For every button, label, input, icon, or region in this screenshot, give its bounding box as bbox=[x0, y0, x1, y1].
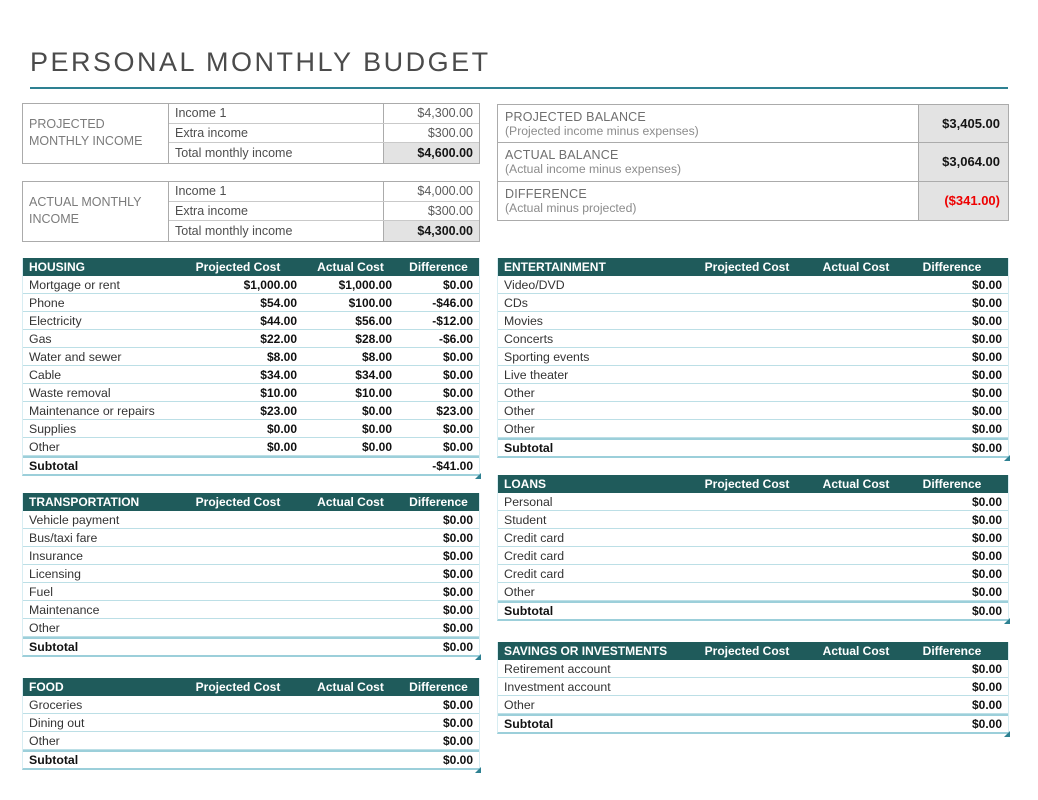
expense-item-cell[interactable]: Live theater bbox=[504, 367, 569, 382]
expense-row bbox=[498, 660, 1008, 678]
column-header-difference[interactable]: Difference bbox=[922, 644, 982, 658]
expense-row bbox=[23, 402, 479, 420]
difference-cell[interactable]: $0.00 bbox=[442, 733, 473, 748]
difference-cell[interactable]: $0.00 bbox=[442, 548, 473, 563]
column-header-actual-cost[interactable]: Actual Cost bbox=[822, 644, 890, 658]
expense-row bbox=[23, 619, 479, 637]
expense-row bbox=[498, 330, 1008, 348]
column-header-projected-cost[interactable]: Projected Cost bbox=[704, 260, 790, 274]
income-table-actual-income bbox=[22, 181, 480, 242]
projected-cost-cell[interactable]: $8.00 bbox=[266, 349, 297, 364]
page-title: PERSONAL MONTHLY BUDGET bbox=[30, 47, 491, 77]
table-resize-handle[interactable] bbox=[1004, 731, 1010, 737]
projected-cost-cell[interactable]: $54.00 bbox=[260, 295, 297, 310]
difference-cell[interactable]: $0.00 bbox=[442, 584, 473, 599]
expense-table-name[interactable]: FOOD bbox=[29, 680, 64, 694]
actual-cost-cell[interactable]: $1,000.00 bbox=[338, 277, 392, 292]
subtotal-label-cell[interactable]: Subtotal bbox=[29, 640, 79, 654]
expense-item-cell[interactable]: Personal bbox=[504, 494, 553, 509]
expense-header-row bbox=[23, 678, 479, 696]
expense-header-row bbox=[23, 258, 479, 276]
actual-cost-cell[interactable]: $0.00 bbox=[361, 421, 392, 436]
difference-cell[interactable]: $0.00 bbox=[442, 439, 473, 454]
summary-title: ACTUAL BALANCE bbox=[505, 147, 619, 162]
expense-item-cell[interactable]: Credit card bbox=[504, 548, 565, 563]
expense-row bbox=[23, 547, 479, 565]
expense-row bbox=[23, 330, 479, 348]
expense-row bbox=[23, 511, 479, 529]
subtotal-difference-cell[interactable]: $0.00 bbox=[971, 717, 1002, 731]
column-header-actual-cost[interactable]: Actual Cost bbox=[317, 260, 384, 274]
expense-item-cell[interactable]: Cable bbox=[29, 367, 62, 382]
expense-row bbox=[498, 511, 1008, 529]
expense-row bbox=[498, 583, 1008, 601]
summary-row bbox=[498, 143, 1008, 181]
difference-cell[interactable]: $0.00 bbox=[442, 349, 473, 364]
difference-cell[interactable]: $0.00 bbox=[442, 715, 473, 730]
column-header-actual-cost[interactable]: Actual Cost bbox=[822, 477, 890, 491]
column-header-difference[interactable]: Difference bbox=[922, 260, 982, 274]
income-item-cell[interactable]: Extra income bbox=[169, 124, 384, 143]
expense-item-cell[interactable]: Vehicle payment bbox=[29, 512, 120, 527]
expense-header-row bbox=[498, 642, 1008, 660]
actual-cost-cell[interactable]: $100.00 bbox=[348, 295, 392, 310]
expense-table-transportation bbox=[22, 493, 480, 657]
expense-row bbox=[498, 420, 1008, 438]
expense-item-cell[interactable]: Insurance bbox=[29, 548, 84, 563]
difference-cell[interactable]: $0.00 bbox=[442, 530, 473, 545]
subtotal-label-cell[interactable]: Subtotal bbox=[29, 753, 79, 767]
difference-cell[interactable]: $0.00 bbox=[971, 277, 1002, 292]
expense-table-name[interactable]: TRANSPORTATION bbox=[29, 495, 140, 509]
income-row bbox=[169, 182, 479, 202]
difference-cell[interactable]: $0.00 bbox=[971, 313, 1002, 328]
expense-item-cell[interactable]: Other bbox=[504, 697, 535, 712]
projected-cost-cell[interactable]: $22.00 bbox=[260, 331, 297, 346]
expense-table-housing bbox=[22, 258, 480, 476]
expense-row bbox=[23, 583, 479, 601]
actual-cost-cell[interactable]: $56.00 bbox=[355, 313, 392, 328]
table-resize-handle[interactable] bbox=[475, 473, 481, 479]
difference-cell[interactable]: $0.00 bbox=[442, 421, 473, 436]
income-total-label-cell[interactable]: Total monthly income bbox=[169, 143, 384, 163]
income-item-cell[interactable]: Extra income bbox=[169, 202, 384, 221]
difference-cell[interactable]: $0.00 bbox=[442, 620, 473, 635]
expense-item-cell[interactable]: Other bbox=[29, 439, 60, 454]
income-value-cell[interactable]: $300.00 bbox=[427, 125, 473, 140]
summary-label-cell[interactable] bbox=[498, 143, 919, 180]
income-item-cell[interactable]: Income 1 bbox=[169, 104, 384, 123]
summary-label-cell[interactable] bbox=[498, 105, 919, 142]
expense-row bbox=[23, 438, 479, 456]
expense-item-cell[interactable]: Electricity bbox=[29, 313, 82, 328]
expense-header-row bbox=[23, 493, 479, 511]
column-header-difference[interactable]: Difference bbox=[409, 680, 468, 694]
expense-table-savings bbox=[497, 642, 1009, 734]
expense-table-food bbox=[22, 678, 480, 770]
expense-item-cell[interactable]: Video/DVD bbox=[504, 277, 565, 292]
income-row bbox=[169, 124, 479, 144]
expense-item-cell[interactable]: Mortgage or rent bbox=[29, 277, 120, 292]
difference-cell[interactable]: $0.00 bbox=[971, 584, 1002, 599]
expense-row bbox=[23, 276, 479, 294]
subtotal-row bbox=[23, 456, 479, 474]
expense-row bbox=[23, 565, 479, 583]
title-underline bbox=[30, 87, 1008, 89]
column-header-projected-cost[interactable]: Projected Cost bbox=[195, 680, 281, 694]
expense-table-name[interactable]: ENTERTAINMENT bbox=[504, 260, 606, 274]
expense-row bbox=[23, 384, 479, 402]
column-header-actual-cost[interactable]: Actual Cost bbox=[317, 680, 384, 694]
subtotal-difference-cell[interactable]: $0.00 bbox=[971, 604, 1002, 618]
difference-cell[interactable]: $0.00 bbox=[971, 494, 1002, 509]
expense-item-cell[interactable]: Fuel bbox=[29, 584, 53, 599]
income-label-cell[interactable]: ACTUAL MONTHLY INCOME bbox=[23, 182, 169, 241]
subtotal-label-cell[interactable]: Subtotal bbox=[504, 441, 554, 455]
table-resize-handle[interactable] bbox=[1004, 618, 1010, 624]
expense-row bbox=[23, 732, 479, 750]
difference-cell[interactable]: $0.00 bbox=[971, 548, 1002, 563]
expense-item-cell[interactable]: Other bbox=[29, 620, 60, 635]
expense-table-name[interactable]: HOUSING bbox=[29, 260, 86, 274]
expense-row bbox=[23, 348, 479, 366]
expense-row bbox=[23, 366, 479, 384]
column-header-projected-cost[interactable]: Projected Cost bbox=[195, 260, 281, 274]
expense-header-row bbox=[498, 475, 1008, 493]
projected-cost-cell[interactable]: $1,000.00 bbox=[243, 277, 297, 292]
expense-item-cell[interactable]: Other bbox=[504, 385, 535, 400]
subtotal-label-cell[interactable]: Subtotal bbox=[29, 459, 79, 473]
expense-table-entertainment bbox=[497, 258, 1009, 458]
expense-header-row bbox=[498, 258, 1008, 276]
expense-row bbox=[498, 678, 1008, 696]
difference-cell[interactable]: $0.00 bbox=[442, 566, 473, 581]
summary-row bbox=[498, 105, 1008, 143]
actual-cost-cell[interactable]: $0.00 bbox=[361, 403, 392, 418]
expense-item-cell[interactable]: Concerts bbox=[504, 331, 554, 346]
expense-item-cell[interactable]: Licensing bbox=[29, 566, 81, 581]
expense-item-cell[interactable]: Other bbox=[504, 403, 535, 418]
expense-row bbox=[498, 312, 1008, 330]
expense-item-cell[interactable]: Maintenance or repairs bbox=[29, 403, 155, 418]
summary-value-cell[interactable]: $3,064.00 bbox=[919, 143, 1008, 180]
difference-cell[interactable]: $0.00 bbox=[442, 385, 473, 400]
actual-cost-cell[interactable]: $28.00 bbox=[355, 331, 392, 346]
expense-row bbox=[498, 402, 1008, 420]
summary-subtitle: (Actual income minus expenses) bbox=[505, 161, 682, 176]
income-row bbox=[169, 202, 479, 222]
difference-cell[interactable]: $0.00 bbox=[971, 661, 1002, 676]
summary-title: PROJECTED BALANCE bbox=[505, 109, 646, 124]
table-resize-handle[interactable] bbox=[1004, 455, 1010, 461]
subtotal-row bbox=[498, 438, 1008, 456]
summary-label-cell[interactable] bbox=[498, 182, 919, 220]
table-resize-handle[interactable] bbox=[475, 767, 481, 773]
difference-cell[interactable]: $0.00 bbox=[971, 331, 1002, 346]
income-value-cell[interactable]: $4,300.00 bbox=[417, 106, 473, 121]
column-header-actual-cost[interactable]: Actual Cost bbox=[317, 495, 384, 509]
expense-row bbox=[498, 294, 1008, 312]
projected-cost-cell[interactable]: $0.00 bbox=[266, 421, 297, 436]
subtotal-difference-cell[interactable]: $0.00 bbox=[971, 441, 1002, 455]
actual-cost-cell[interactable]: $8.00 bbox=[361, 349, 392, 364]
difference-cell[interactable]: $0.00 bbox=[442, 277, 473, 292]
column-header-difference[interactable]: Difference bbox=[922, 477, 982, 491]
income-table-projected-income bbox=[22, 103, 480, 164]
expense-item-cell[interactable]: Waste removal bbox=[29, 385, 111, 400]
subtotal-row bbox=[498, 714, 1008, 732]
subtotal-row bbox=[498, 601, 1008, 619]
actual-cost-cell[interactable]: $0.00 bbox=[361, 439, 392, 454]
difference-cell[interactable]: $0.00 bbox=[971, 349, 1002, 364]
summary-subtitle: (Actual minus projected) bbox=[505, 200, 637, 215]
expense-row bbox=[498, 348, 1008, 366]
projected-cost-cell[interactable]: $10.00 bbox=[260, 385, 297, 400]
expense-row bbox=[23, 696, 479, 714]
expense-table-loans bbox=[497, 475, 1009, 621]
column-header-projected-cost[interactable]: Projected Cost bbox=[195, 495, 281, 509]
column-header-actual-cost[interactable]: Actual Cost bbox=[822, 260, 890, 274]
income-label-cell[interactable]: PROJECTED MONTHLY INCOME bbox=[23, 104, 169, 163]
expense-item-cell[interactable]: Dining out bbox=[29, 715, 85, 730]
subtotal-difference-cell[interactable]: -$41.00 bbox=[432, 459, 473, 473]
expense-row bbox=[498, 276, 1008, 294]
summary-subtitle: (Projected income minus expenses) bbox=[505, 123, 699, 138]
expense-row bbox=[23, 529, 479, 547]
difference-cell[interactable]: $0.00 bbox=[971, 697, 1002, 712]
expense-item-cell[interactable]: Supplies bbox=[29, 421, 77, 436]
difference-cell[interactable]: $0.00 bbox=[971, 421, 1002, 436]
expense-item-cell[interactable]: Gas bbox=[29, 331, 52, 346]
expense-row bbox=[23, 714, 479, 732]
income-total-value-cell[interactable]: $4,300.00 bbox=[384, 221, 479, 241]
income-value-cell[interactable]: $4,000.00 bbox=[417, 184, 473, 199]
subtotal-difference-cell[interactable]: $0.00 bbox=[442, 753, 473, 767]
difference-cell[interactable]: $0.00 bbox=[971, 295, 1002, 310]
income-total-row bbox=[169, 221, 479, 241]
column-header-projected-cost[interactable]: Projected Cost bbox=[704, 477, 790, 491]
income-body bbox=[169, 182, 479, 241]
expense-item-cell[interactable]: Phone bbox=[29, 295, 65, 310]
projected-cost-cell[interactable]: $23.00 bbox=[260, 403, 297, 418]
projected-cost-cell[interactable]: $44.00 bbox=[260, 313, 297, 328]
table-resize-handle[interactable] bbox=[475, 654, 481, 660]
summary-value-cell[interactable]: $3,405.00 bbox=[919, 105, 1008, 142]
expense-item-cell[interactable]: Student bbox=[504, 512, 547, 527]
difference-cell[interactable]: $23.00 bbox=[436, 403, 473, 418]
difference-cell[interactable]: $0.00 bbox=[442, 512, 473, 527]
income-body bbox=[169, 104, 479, 163]
expense-item-cell[interactable]: Other bbox=[504, 584, 535, 599]
difference-cell[interactable]: $0.00 bbox=[442, 697, 473, 712]
difference-cell[interactable]: -$6.00 bbox=[438, 331, 473, 346]
column-header-difference[interactable]: Difference bbox=[409, 495, 468, 509]
expense-item-cell[interactable]: Bus/taxi fare bbox=[29, 530, 98, 545]
expense-item-cell[interactable]: Investment account bbox=[504, 679, 611, 694]
subtotal-label-cell[interactable]: Subtotal bbox=[504, 604, 554, 618]
expense-item-cell[interactable]: Movies bbox=[504, 313, 543, 328]
income-item-cell[interactable]: Income 1 bbox=[169, 182, 384, 201]
subtotal-row bbox=[23, 637, 479, 655]
expense-row bbox=[23, 420, 479, 438]
income-total-value-cell[interactable]: $4,600.00 bbox=[384, 143, 479, 163]
column-header-difference[interactable]: Difference bbox=[409, 260, 468, 274]
expense-item-cell[interactable]: Sporting events bbox=[504, 349, 590, 364]
expense-item-cell[interactable]: CDs bbox=[504, 295, 528, 310]
expense-row bbox=[498, 565, 1008, 583]
income-total-row bbox=[169, 143, 479, 163]
expense-item-cell[interactable]: Other bbox=[29, 733, 60, 748]
expense-table-name[interactable]: SAVINGS OR INVESTMENTS bbox=[504, 644, 668, 658]
difference-cell[interactable]: $0.00 bbox=[971, 403, 1002, 418]
expense-row bbox=[498, 696, 1008, 714]
difference-cell[interactable]: $0.00 bbox=[971, 679, 1002, 694]
difference-cell[interactable]: $0.00 bbox=[971, 512, 1002, 527]
actual-cost-cell[interactable]: $34.00 bbox=[355, 367, 392, 382]
expense-item-cell[interactable]: Retirement account bbox=[504, 661, 611, 676]
difference-cell[interactable]: $0.00 bbox=[971, 385, 1002, 400]
difference-cell[interactable]: $0.00 bbox=[971, 367, 1002, 382]
summary-value-cell[interactable]: ($341.00) bbox=[919, 182, 1008, 220]
difference-cell[interactable]: $0.00 bbox=[971, 530, 1002, 545]
subtotal-row bbox=[23, 750, 479, 768]
income-value-cell[interactable]: $300.00 bbox=[427, 203, 473, 218]
difference-cell[interactable]: -$12.00 bbox=[432, 313, 473, 328]
difference-cell[interactable]: -$46.00 bbox=[432, 295, 473, 310]
expense-item-cell[interactable]: Credit card bbox=[504, 566, 565, 581]
expense-item-cell[interactable]: Other bbox=[504, 421, 535, 436]
expense-row bbox=[498, 547, 1008, 565]
expense-item-cell[interactable]: Maintenance bbox=[29, 602, 100, 617]
expense-row bbox=[23, 601, 479, 619]
projected-cost-cell[interactable]: $0.00 bbox=[266, 439, 297, 454]
expense-row bbox=[498, 529, 1008, 547]
summary-row bbox=[498, 182, 1008, 220]
expense-item-cell[interactable]: Credit card bbox=[504, 530, 565, 545]
expense-row bbox=[23, 312, 479, 330]
subtotal-label-cell[interactable]: Subtotal bbox=[504, 717, 554, 731]
difference-cell[interactable]: $0.00 bbox=[442, 367, 473, 382]
income-total-label-cell[interactable]: Total monthly income bbox=[169, 221, 384, 241]
summary-title: DIFFERENCE bbox=[505, 186, 587, 201]
expense-item-cell[interactable]: Water and sewer bbox=[29, 349, 122, 364]
column-header-projected-cost[interactable]: Projected Cost bbox=[704, 644, 790, 658]
expense-row bbox=[498, 493, 1008, 511]
projected-cost-cell[interactable]: $34.00 bbox=[260, 367, 297, 382]
subtotal-difference-cell[interactable]: $0.00 bbox=[442, 640, 473, 654]
income-row bbox=[169, 104, 479, 124]
expense-row bbox=[23, 294, 479, 312]
expense-row bbox=[498, 384, 1008, 402]
difference-cell[interactable]: $0.00 bbox=[442, 602, 473, 617]
actual-cost-cell[interactable]: $10.00 bbox=[355, 385, 392, 400]
difference-cell[interactable]: $0.00 bbox=[971, 566, 1002, 581]
expense-row bbox=[498, 366, 1008, 384]
expense-item-cell[interactable]: Groceries bbox=[29, 697, 83, 712]
expense-table-name[interactable]: LOANS bbox=[504, 477, 546, 491]
balance-summary-table bbox=[497, 104, 1009, 221]
